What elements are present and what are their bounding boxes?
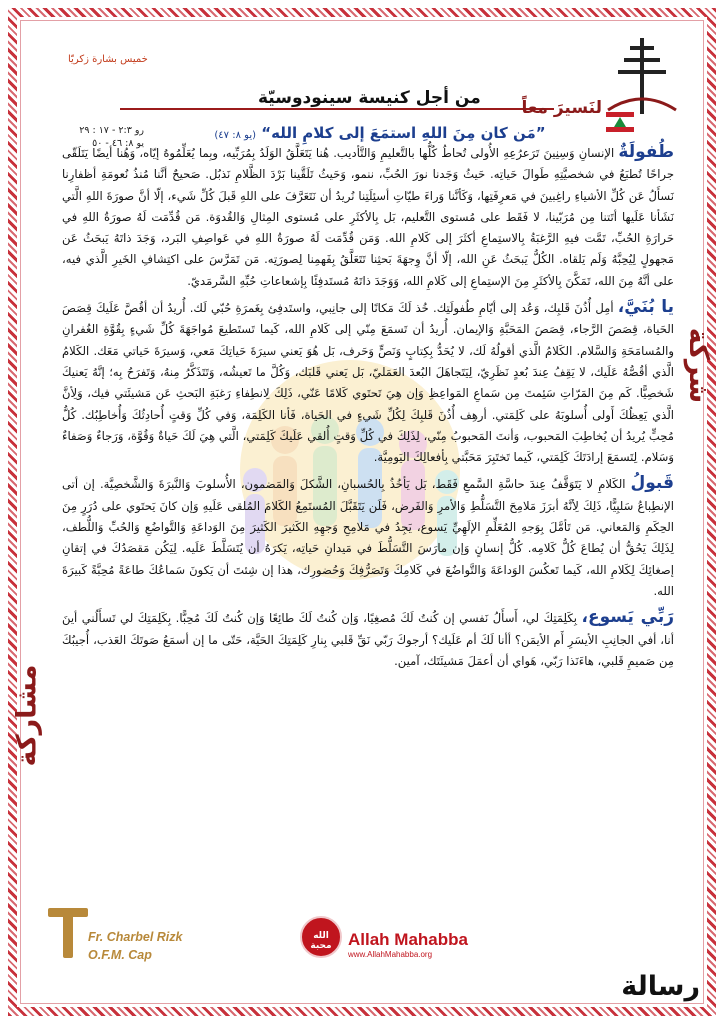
paragraph-text: أمِل أُذُنَ قَلبِك، وَعُد إلى أيّامِ طُفولَتِك. خُذ لَكَ مَكانًا إلى جانِبي، واستَدفِئ بِغَمرَةِ حُبّي لَك. أُريدُ أن أقُصَّ عَلَيكَ قِصَصَ الحَياة، قِصَصَ الرَّجاء، قِصَصَ المَحَبَّةِ وَالإيمان. أُريدُ أن تَسمَعَ مِنّي إلى كَلامِ الله، كَيما تَستَطيعَ مُواجَهَةَ كُلِّ شَيءٍ بِقُوَّةِ الغُفرانِ والمُسامَحَةِ وَالسَّلام. الكَلامُ الَّذي أقولُهُ لَك، لا يُحَدُّ بِكِتابٍ وَنَصٍّ وَحَرف، بَل هُوَ يَعني سيرَةَ حَياتِكَ مَعي، وَسيرَةَ حَياتي مَعَك. الكَلامُ الَّذي أقُصُّهُ عَلَيك، لا يَقِفُ عِندَ بُعدٍ نَظَرِيّ، لِيَتَجاهَلَ البُعدَ العَمَليّ، بَل يَعني قَلبَك، وَكُلَّ ما تَعيشُه، وَتَتَذَكَّرُ مِنهُ، وَتَفرَحُ بِه؛ إنَّهُ يَعنيكَ شَخصِيًّا. كَم مِنَ المَرّاتِ سَئِمتَ مِن سَماعِ المَواعِظِ وَإن هِيَ تَحتَوي كَلامًا عَنّي، ذَلِكَ لِانطِفاءِ رَغبَةِ البَحثِ عَن مَشيئَتي فيك، وَلِأنَّ الَّذي يَعِظُكَ أَولى أُسلوبَهُ على كَلِمَتي. أرهِف أُذُنَ قَلبِكَ لِكُلِّ شَيءٍ في الحَياة، فَأنا الكَلِمَة، وَفي كُلِّ وَقتٍ أُحادِثُكَ وَأُخاطِبُك. كُلُّ مُحِبٍّ يُريدُ أن يُخاطِبَ المَحبوب، وَأنتَ المَحبوبُ مِنّي، لِذَلِكَ في كُلِّ وَقتٍ أُلقي عَلَيكَ كَلِمَتي، الَّتي هِيَ لَكَ حَياةٌ وَقُوَّة، وَرَجاءٌ وَصَفاءٌ وَسَلام. لِتَسمَعَ إرادَتَكَ كَلِمَتي، كَيما تَختَبِرَ مَحَبَّتي بِأفعالِكَ اليَومِيَّة.: [62, 301, 674, 465]
author-order: O.F.M. Cap: [88, 948, 152, 962]
allah-mahabba-logo-text: الله محبة: [310, 931, 332, 951]
paragraph-childhood: [62, 142, 674, 292]
main-title-text: ”مَن كان مِنَ اللهِ استمَعَ إلى كلامِ الله“: [261, 124, 546, 142]
side-word-mission: رسالة: [621, 971, 700, 1002]
paragraph-lead: طُفولَةٌ: [618, 142, 674, 162]
lebanese-cedar-icon: [606, 112, 634, 132]
side-word-participation: مشاركة: [11, 664, 43, 767]
slogan: لنَسيرَ معاً: [521, 98, 602, 118]
brand-name: Allah Mahabba: [348, 930, 468, 949]
author-name: Fr. Charbel Rizk: [88, 930, 183, 944]
paragraph-lead: قَبولُ: [630, 473, 674, 494]
article-body: [62, 142, 674, 677]
brand-url[interactable]: www.AllahMahabba.org: [348, 950, 433, 959]
side-word-communion: شركة: [682, 327, 714, 404]
allah-mahabba-logo: [300, 916, 342, 958]
main-title: [170, 124, 590, 142]
paragraph-lead: يا بُنَيَّ،: [617, 297, 674, 318]
page-header: [20, 26, 704, 149]
header-divider: [120, 108, 554, 110]
church-title: من أجل كنيسة سينودوسيّة: [250, 88, 489, 108]
paragraph-my-son: [62, 297, 674, 468]
scripture-ref-john: يو ٨: ٤٦ - ٥٠: [92, 138, 144, 149]
paragraph-text: الإنسانِ وَسِنِينَ تَرَعرُعِهِ الأُولى تُحاطُ كُلُّها بالتَّعليمِ وَالتَّأديب. هُنا يَتَعَلَّقُ الوَلَدُ بِمُرَبِّيه، وبِما يُعَلِّمُوهُ إيّاه، وَهُنا أيضًا يَتَلَقّى جراحًا تُطبَعُ في شخصيَّتِهِ طَوالَ حَياتِه. حَيثُ وَجَدنا نورَ الحُبِّ، ننمو، وَحَيثُ تَلَقَّينا بَرْدَ الظَّلامِ نَذبُل. صَحيحٌ أنَّنا مُنذُ نُعومَةِ أظفارِنا نَسأَلُ عَن كُلِّ الأشياءِ راغِبينَ في مَعرِفَتِها، وَكَأنَّنا وَراءَ طيّاتِ أسئِلَتِنا نُريدُ أن نَتَعَرَّفَ على اللهِ قَبلَ كُلِّ شَيء، إلّا أنَّ صورَةَ اللهِ الَّتي نَشَأنا عَلَيها أتَتنا مِن مُرَبّينا، لا فَقَط على مُستوى التَّعليم، بَل بِالأكثَرِ على مُستوى المِثالِ وَالقُدوَة. مَن قُدِّمَت لَهُ صورَةُ اللهِ في حَرارَةِ الحُبِّ، تَمَّت فيهِ الرَّغبَةُ بِالاستِماعِ أكثَرَ إلى كَلامِ الله. وَمَن قُدِّمَت لَهُ صورَةُ اللهِ في عَواصِفِ البَرد، وَجَدَ ذاتَهُ يَبحَثُ عَن مَجهولٍ لِيُحِبَّهُ وَلَم يَلقاه. الكُلُّ يَبحَثُ عَنِ الله، إلّا أنَّ وِجهَةَ بَحثِنا تَتَعَلَّقُ بِفَهمِنا لِصورَتِه. مَن تَمَرَّسَ على اكتِشافِ الخَيرِ الَّذي فيه، على أنَّهُ مِنَ الله، تَمَكَّنَ بِالأكثَرِ مِنَ الإستِماعِ إلى كَلامِ الله، وَوَجَدَ ذاتَهُ مُستَدفِئًا بِإشعاعاتِ حُبِّهِ السَّرمَديّ.: [62, 146, 674, 288]
author-signature: [88, 928, 182, 964]
main-title-ref: (يو ٨: ٤٧): [214, 130, 256, 141]
paragraph-acceptance: [62, 473, 674, 602]
franciscan-tau-logo: [46, 904, 90, 960]
paragraph-prayer: [62, 607, 674, 672]
scripture-ref-romans: رو ٢:٣ - ١٧ : ٢٩: [79, 125, 144, 136]
liturgical-date: خميس بشارة زكريّا: [68, 54, 148, 65]
paragraph-text: بِكَلِمَتِكَ لي، أَسأَلُ نَفسي إن كُنتُ لَكَ مُصغِيًا، وَإن كُنتُ لَكَ طائِعًا وَإن كُنتُ لَكَ مُحِبًّا. بِكَلِمَتِكَ لي تَسأَلُني أينَ أنا، أفي الجانِبِ الأيسَرِ أَم الأيمَن؟ أأنا لَكَ أم عَلَيك؟ أرجوكَ رَبّي نَقِّ قَلبي بِنارِ كَلِمَتِكَ الحَيَّة، حَتّى ما إن أسمَعُ صَوتَكَ العَذب، أُجيبُكَ مِن صَميمِ قَلبي، هاءَنَذا رَبّي، هَواي أن أعمَلَ مَشيئَتَك، آمين.: [62, 611, 674, 668]
paragraph-lead: رَبِّي يَسوع،: [581, 607, 675, 628]
maronite-cross-icon: [602, 36, 682, 116]
paragraph-text: الكَلامِ لا يَتَوَقَّفُ عِندَ حاسَّةِ السَّمعِ فَقَط، بَل يَأخُذُ بِالحُسبانِ، الشَّكلَ وَالمَضمون، الأُسلوبَ وَالنَّبرَةَ وَالشَّخصِيَّة. إن أتى الإنطِباعُ سَلبِيًّا، ذَلِكَ لِأنَّهُ أبرَزَ مَلامِحَ التَّسَلُّطِ وَالأمرِ وَالفَرض، فَلَن يَتَقَبَّلَ المُستَمِعُ الكَلامَ المُلقى عَلَيهِ وَإن كانَ يَحتَوي على دُرَرٍ مِنَ الحِكَمِ وَالمَعاني. مَن تَأمَّلَ بِوَجهِ المُعَلِّمِ الإلَهِيِّ يَسوع، يَجِدُ في مَلامِحِ وَجهِهِ الكَثيرَ الكَثيرَ مِنَ الوَداعَةِ وَالتَّواضُعِ وَالحُبِّ وَاللُّطف، لِذَلِكَ يَحُقُّ أن يُطاعَ كُلُّ كَلامِه. كُلُّ إنسانٍ وَإن مارَسَ التَّسَلُّطَ في مَيدانِ حَياتِه، يَكرَهُ أن يُتَسَلَّطَ عَلَيه. لِيَكُن مَقصَدُكَ في إتقانِ إصغائِكَ لِكَلامِ الله، كَيما تَعكُسَ الوَداعَةَ وَالتَّواضُعَ في كَلامِكَ وَتَصَرُّفِكَ وَحُضورِك، هذا إن شِئتَ أن يَكونَ سَماعُكَ طاعَةً مُحِبَّةً كَبيرَةَ الله.: [62, 477, 674, 598]
